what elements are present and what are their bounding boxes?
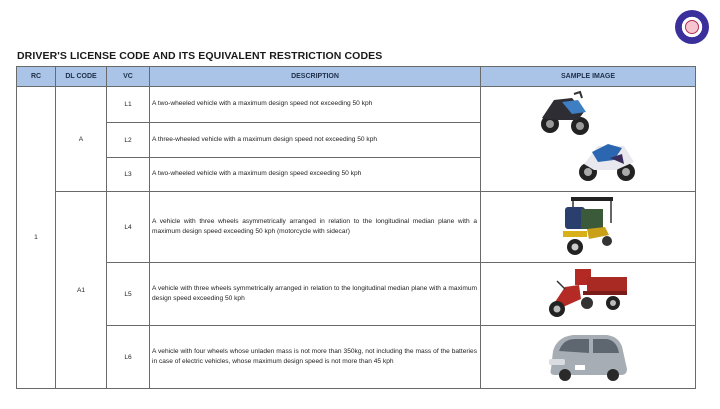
vc-cell: L5 — [107, 263, 150, 326]
vc-cell: L4 — [107, 192, 150, 263]
tricycle-sidecar-icon — [553, 195, 623, 257]
description-cell: A vehicle with four wheels whose unladen mass is not more than 350kg, not including the mass of the batteries in case of electric vehicles, whose maximum design speed is not more than 45 kph — [150, 326, 481, 389]
table-header-row — [17, 67, 696, 87]
description-cell: A two-wheeled vehicle with a maximum design speed exceeding 50 kph — [150, 158, 481, 192]
vc-cell: L2 — [107, 123, 150, 158]
page-title: DRIVER'S LICENSE CODE AND ITS EQUIVALENT RESTRICTION CODES — [17, 50, 383, 62]
motorcycles-image — [481, 87, 696, 192]
lto-seal-icon — [675, 10, 709, 44]
rc-cell: 1 — [17, 87, 56, 389]
description-cell: A two-wheeled vehicle with a maximum design speed not exceeding 50 kph — [150, 87, 481, 123]
restriction-codes-table — [16, 66, 696, 389]
header-rc: RC — [17, 67, 56, 87]
motorcycles-image-icon — [528, 90, 648, 186]
cargo-tricycle-image — [481, 263, 696, 326]
description-cell: A three-wheeled vehicle with a maximum design speed not exceeding 50 kph — [150, 123, 481, 158]
description-cell: A vehicle with three wheels symmetrically arranged in relation to the longitudinal median plane with a maximum design speed exceeding 50 kph — [150, 263, 481, 326]
header-sample-image: SAMPLE IMAGE — [481, 67, 696, 87]
table-row — [17, 263, 696, 326]
tricycle-sidecar-image — [481, 192, 696, 263]
table-row — [17, 326, 696, 389]
header-description: DESCRIPTION — [150, 67, 481, 87]
table-row — [17, 192, 696, 263]
description-cell: A vehicle with three wheels asymmetrically arranged in relation to the longitudinal median plane with a maximum design speed exceeding 50 kph (motorcycle with sidecar) — [150, 192, 481, 263]
table-row — [17, 87, 696, 123]
dl-code-cell: A — [56, 87, 107, 192]
header-vc: VC — [107, 67, 150, 87]
vc-cell: L3 — [107, 158, 150, 192]
vc-cell: L1 — [107, 87, 150, 123]
header-dl-code: DL CODE — [56, 67, 107, 87]
dl-code-cell: A1 — [56, 192, 107, 389]
cargo-tricycle-icon — [543, 265, 633, 321]
microcar-icon — [543, 329, 633, 383]
vc-cell: L6 — [107, 326, 150, 389]
microcar-image — [481, 326, 696, 389]
